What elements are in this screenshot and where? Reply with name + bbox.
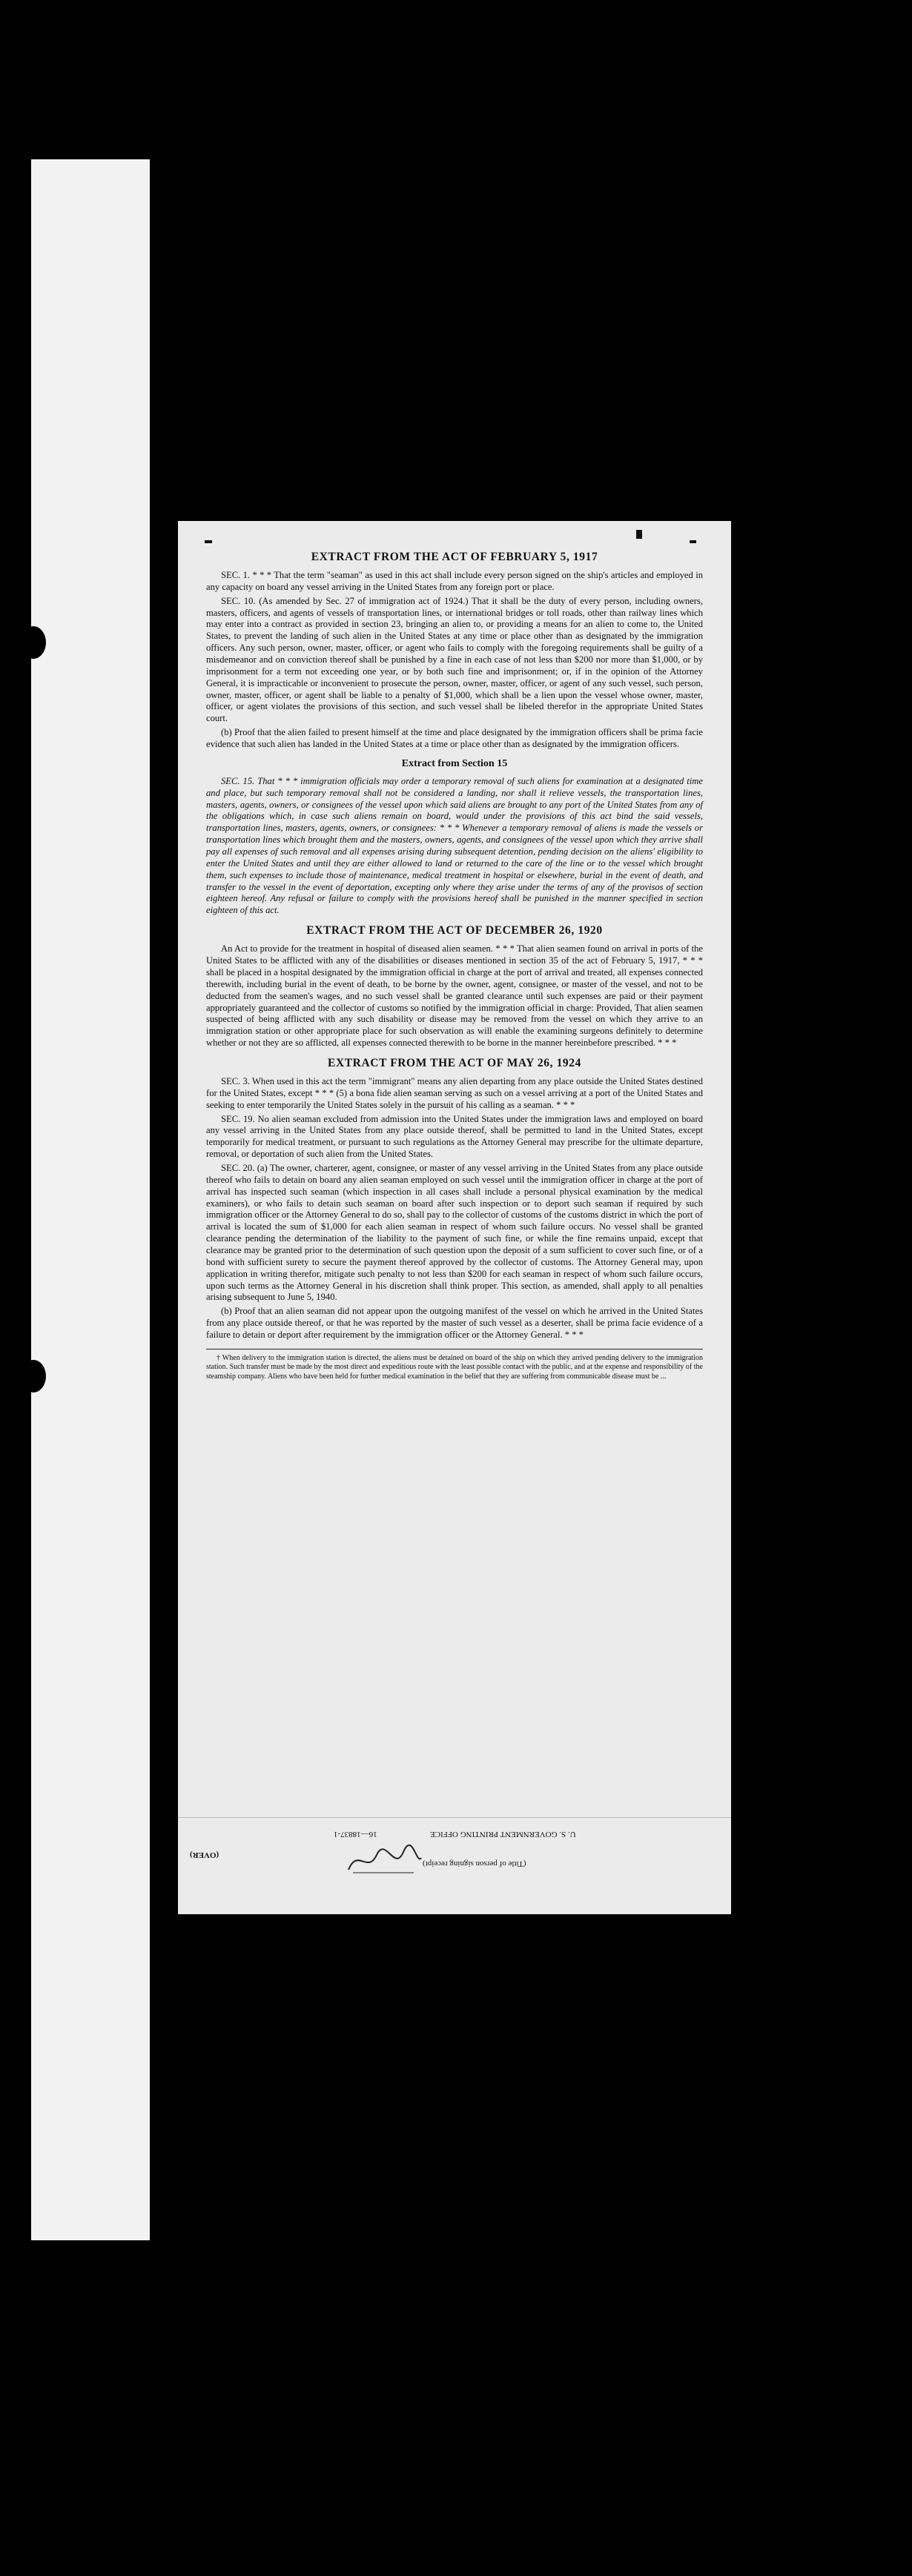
signature-mark [343, 1843, 424, 1877]
section-paragraph: SEC. 20. (a) The owner, charterer, agent, consignee, or master of any vessel arriving in the United States from any place outside thereof who fails to detain on board any alien seaman employed on such vessel until the immigration officer in charge at the port of arrival has inspected such seaman (which inspection in all cases shall include a personal physical examination by the medical examiners), or who fails to detain such seaman on board after such inspection or to deport such seaman if required by such immigration officer or the Attorney General to do so, shall pay to the collector of customs of the customs district in which the port of arrival is located the sum of $1,000 for each alien seaman in respect of whom such failure occurs. No vessel shall be granted clearance pending the determination of the liability to the payment of such fine, or while the fine remains unpaid, except that clearance may be granted prior to the determination of such question upon the deposit of a sum sufficient to cover such fine, or of a bond with sufficient surety to secure the payment thereof approved by the collector of customs. The Attorney General may, upon application in writing therefor, mitigate such penalty to not less than $200 for each seaman in respect of whom such failure occurs, upon such terms as the Attorney General in his discretion shall think proper. This section, as amended, shall apply to all penalties arising subsequent to June 5, 1940. [206, 1162, 703, 1303]
section-paragraph: SEC. 10. (As amended by Sec. 27 of immigration act of 1924.) That it shall be the duty of every person, including owners, masters, officers, and agents of vessels of transportation lines, or international bridges or toll roads, other than railway lines which may enter into a contract as provided in section 23, bringing an alien to, or providing a means for an alien to come to, the United States, to prevent the landing of such alien in the United States at any time or place other than as designated by the immigration officers. Any such person, owner, master, officer, or agent who fails to comply with the foregoing requirements shall be guilty of a misdemeanor and on conviction thereof shall be punished by a fine in each case of not less than $200 nor more than $1,000, or by imprisonment for a term not exceeding one year, or by both such fine and imprisonment; or, if in the opinion of the Attorney General, it is impracticable or inconvenient to prosecute the person, owner, master, officer, or agent of any such vessel, such person, owner, master, officer, or agent shall be liable to a penalty of $1,000, which shall be a lien upon the vessel whose owner, master, officer, or agent violates the provisions of this section, and such vessel shall be libeled therefor in the appropriate United States court. [206, 595, 703, 724]
form-number: 16—18837-1 [334, 1830, 377, 1839]
section-paragraph: SEC. 1. * * * That the term "seaman" as used in this act shall include every person signed on the ship's articles and employed in any capacity on board any vessel arriving in the United States from any foreign port or place. [206, 570, 703, 592]
footnote-divider [206, 1349, 703, 1350]
section-dec-1920 [206, 924, 703, 1049]
section-paragraph: SEC. 19. No alien seaman excluded from admission into the United States under the immigration laws and employed on board any vessel arriving in the United States from any place outside thereof, shall be permitted to land in the United States, except temporarily for medical treatment, or pursuant to such regulations as the Attorney General may prescribe for the ultimate departure, removal, or deportation of such alien from the United States. [206, 1113, 703, 1160]
section-paragraph: SEC. 3. When used in this act the term "immigrant" means any alien departing from any place outside the United States destined for the United States, except * * * (5) a bona fide alien seaman serving as such on a vessel arriving at a port of the United States and seeking to enter temporarily the United States solely in the pursuit of his calling as a seaman. * * * [206, 1075, 703, 1110]
section-15 [206, 758, 703, 917]
footer-band [178, 1817, 731, 1914]
section-heading: Extract from Section 15 [401, 757, 508, 769]
section-heading: EXTRACT FROM THE ACT OF MAY 26, 1924 [328, 1056, 581, 1069]
section-heading: EXTRACT FROM THE ACT OF FEBRUARY 5, 1917 [311, 551, 598, 563]
punch-hole [21, 1360, 46, 1392]
section-heading: EXTRACT FROM THE ACT OF DECEMBER 26, 1920 [306, 924, 603, 937]
footnote: † When delivery to the immigration station is directed, the aliens must be detained on board of the ship on which they arrived pending delivery to the immigration station. Such transfer must be made by the most direct and expeditious route with the least possible contact with the public, and at the expense and responsibility of the steamship company. Aliens who have been held for further medical examination in the belief that they are suffering from communicable disease must be ... [206, 1353, 703, 1381]
section-paragraph: (b) Proof that the alien failed to present himself at the time and place designated by the immigration officers shall be prima facie evidence that such alien has landed in the United States at a time or place other than as designated by the immigration officers. [206, 727, 703, 750]
document-page [178, 521, 731, 1914]
section-paragraph: (b) Proof that an alien seaman did not appear upon the outgoing manifest of the vessel on which he arrived in the United States from any place outside thereof, or that he was reported by the master of such vessel as a deserter, shall be prima facie evidence of a failure to detain or deport after requirement by the immigration officer or the Attorney General. * * * [206, 1306, 703, 1340]
section-may-1924 [206, 1057, 703, 1341]
over-label: (OVER) [190, 1850, 219, 1859]
film-strip-edge [31, 159, 150, 2240]
punch-hole [21, 626, 46, 659]
section-feb-1917 [206, 551, 703, 751]
section-paragraph: An Act to provide for the treatment in hospital of diseased alien seamen. * * * That alien seamen found on arrival in ports of the United States to be afflicted with any of the disabilities or diseases mentioned in section 35 of the act of February 5, 1917, * * * shall be placed in a hospital designated by the immigration official in charge at the port of arrival and treated, all expenses connected therewith, including burial in the event of death, to be borne by the owner, agent, consignee, or master of the vessel, and not to be deducted from the seamen's wages, and no such vessel shall be granted clearance until such expenses are paid or their payment appropriately guaranteed and the collector of customs so notified by the immigration official in charge: Provided, That alien seamen suspected of being afflicted with any such disability or disease may be removed from the vessel on which they arrive to an immigration station or other appropriate place for such observation as will enable the examining surgeons definitely to determine whether or not they are so afflicted, all expenses connected therewith to be borne in the manner hereinbefore prescribed. * * * [206, 943, 703, 1049]
section-paragraph: SEC. 15. That * * * immigration officials may order a temporary removal of such aliens for examination at a designated time and place, but such temporary removal shall not be considered a landing, nor shall it relieve vessels, the transportation lines, masters, agents, owners, or consignees of the vessel upon which said aliens are brought to any port of the United States from any of the obligations which, in case such aliens remain on board, would under the provisions of this act bind the said vessels, transportation lines, masters, agents, owners, or consignees: * * * Whenever a temporary removal of aliens is made the vessels or transportation lines which brought them and the masters, owners, agents, and consignees of the vessel upon which they arrive shall pay all expenses of such removal and all expenses arising during subsequent detention, pending decision on the aliens' eligibility to enter the United States and until they are either allowed to land or returned to the care of the line or to the vessel which brought them, such expenses to include those of maintenance, medical treatment in hospital or elsewhere, burial in the event of death, and transfer to the vessel in the event of deportation, excepting only where they arise under the terms of any of the provisos of section eighteen hereof. Any refusal or failure to comply with the provisions hereof shall be punished in the manner specified in section eighteen of this act. [206, 775, 703, 916]
printing-office-label: U. S. GOVERNMENT PRINTING OFFICE [430, 1830, 576, 1839]
signature-caption: (Title of person signing receipt) [423, 1859, 526, 1868]
